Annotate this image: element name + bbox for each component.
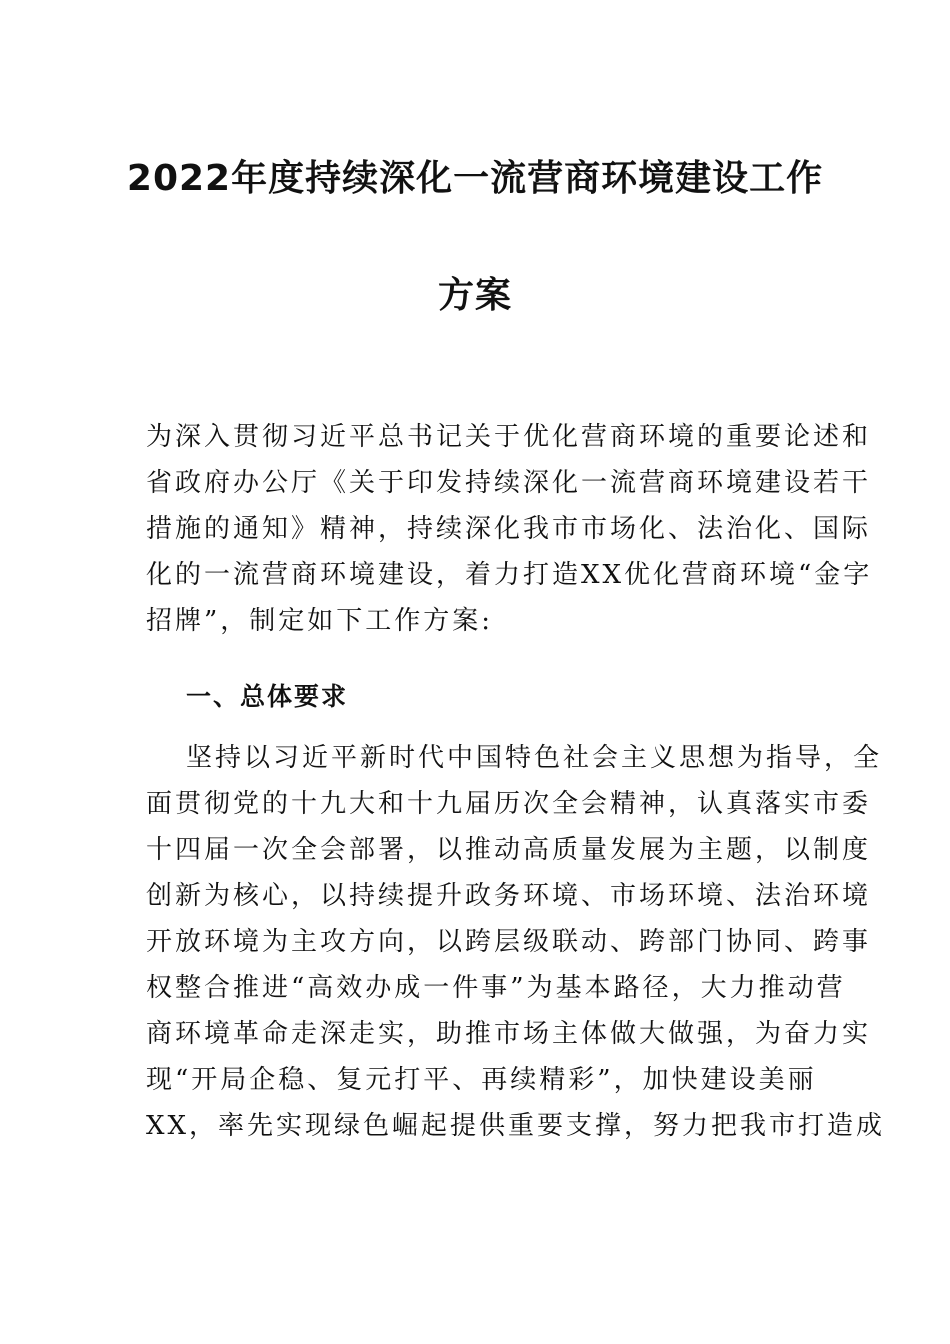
- intro-line: 招牌”，制定如下工作方案:: [146, 606, 494, 636]
- intro-line: 措施的通知》精神，持续深化我市市场化、法治化、国际: [146, 514, 872, 544]
- document-title-line-2: 方案: [437, 275, 512, 316]
- section-heading-general-requirements: 一、总体要求: [186, 682, 349, 711]
- section-1-line: 十四届一次全会部署，以推动高质量发展为主题，以制度: [146, 835, 872, 865]
- intro-paragraph: [146, 414, 873, 644]
- document-title-line-1: 2022年度持续深化一流营商环境建设工作: [126, 158, 824, 199]
- section-1-line: 面贯彻党的十九大和十九届历次全会精神，认真落实市委: [146, 789, 872, 819]
- section-1-line: 商环境革命走深走实，助推市场主体做大做强，为奋力实: [146, 1019, 872, 1049]
- section-1-paragraph: [146, 735, 886, 1149]
- section-1-line: 坚持以习近平新时代中国特色社会主义思想为指导，全: [186, 743, 883, 773]
- intro-line: 为深入贯彻习近平总书记关于优化营商环境的重要论述和: [146, 422, 872, 452]
- section-1-line: 创新为核心，以持续提升政务环境、市场环境、法治环境: [146, 881, 872, 911]
- section-1-line: 开放环境为主攻方向，以跨层级联动、跨部门协同、跨事: [146, 927, 872, 957]
- intro-line: 省政府办公厅《关于印发持续深化一流营商环境建设若干: [146, 468, 872, 498]
- section-1-line: 现“开局企稳、复元打平、再续精彩”，加快建设美丽: [146, 1065, 817, 1095]
- section-1-line: XX，率先实现绿色崛起提供重要支撑，努力把我市打造成: [146, 1111, 886, 1141]
- intro-line: 化的一流营商环境建设，着力打造XX优化营商环境“金字: [146, 560, 873, 590]
- section-1-line: 权整合推进“高效办成一件事”为基本路径，大力推动营: [146, 973, 846, 1003]
